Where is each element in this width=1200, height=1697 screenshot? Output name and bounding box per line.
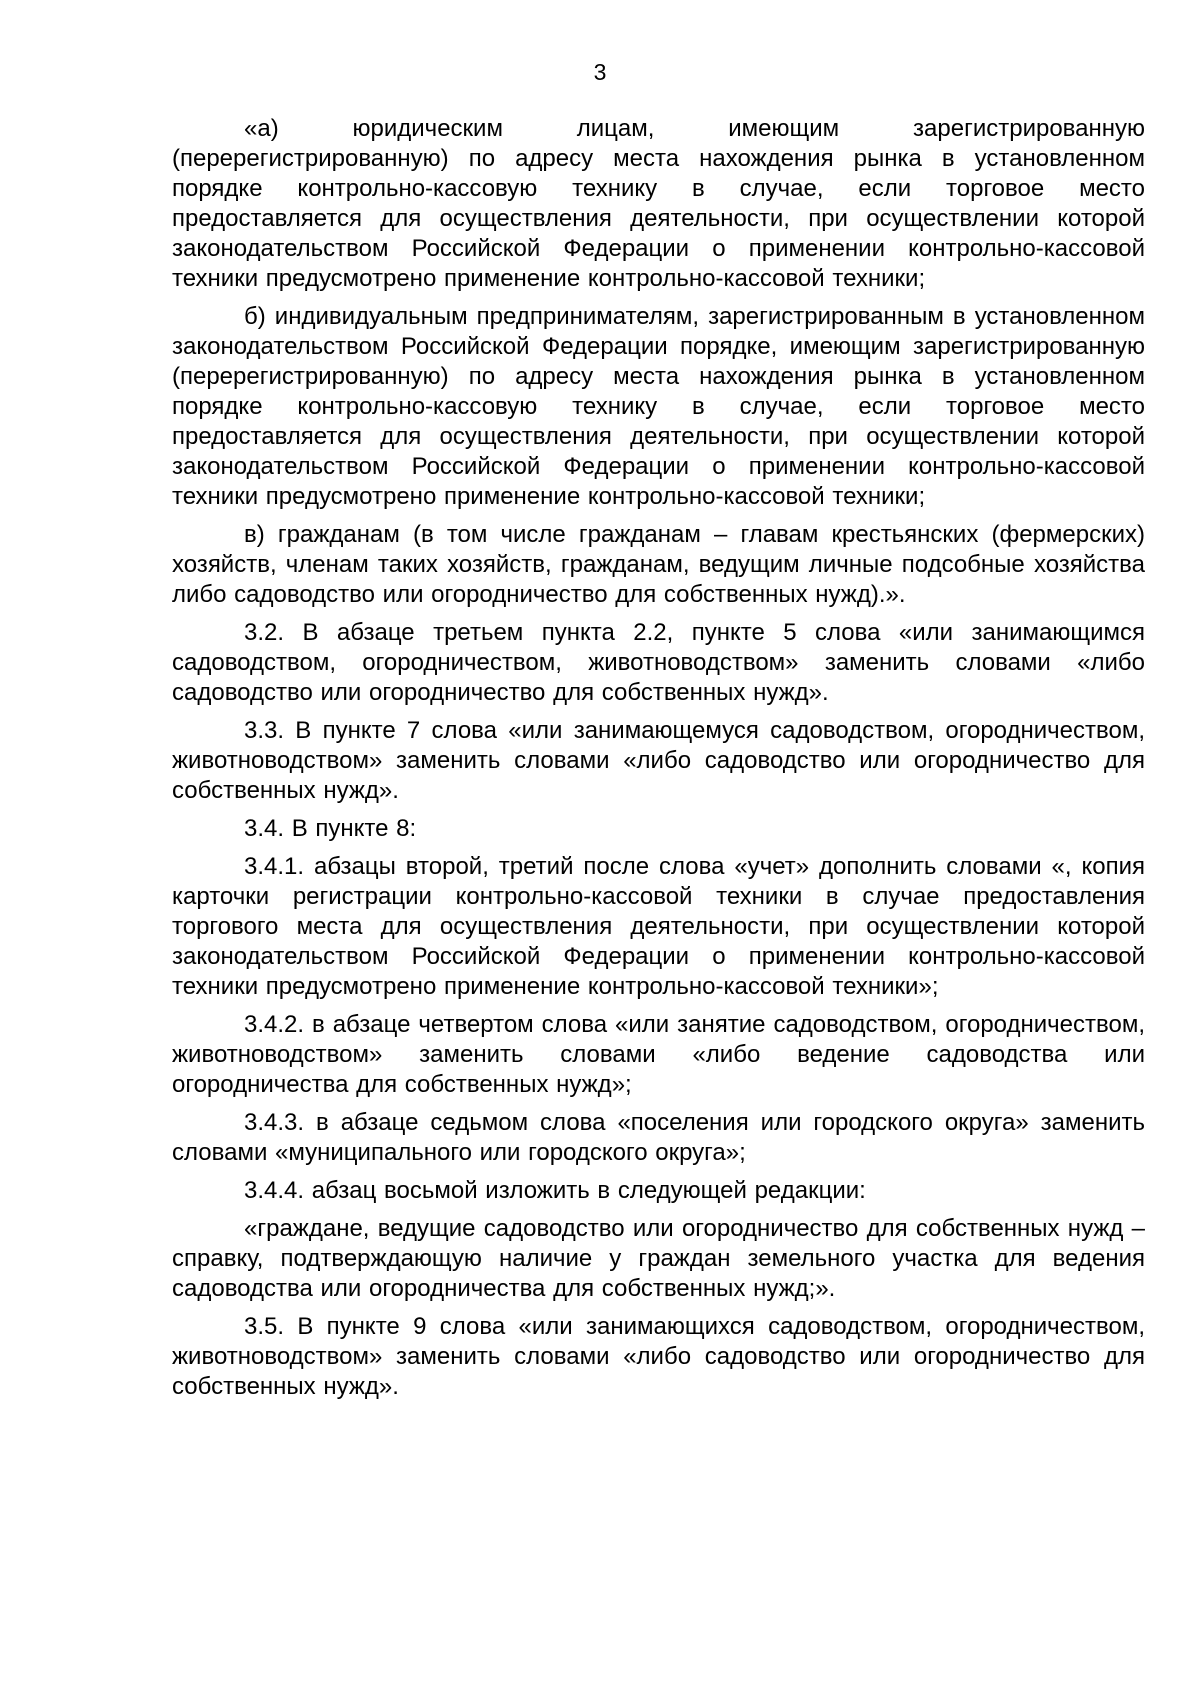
paragraph-3-4-2: 3.4.2. в абзаце четвертом слова «или занятие садоводством, огородничеством, животноводством» заменить словами «либо ведение садоводства или огородничества для собственных нужд»; <box>172 1011 1145 1098</box>
paragraph-3-5: 3.5. В пункте 9 слова «или занимающихся садоводством, огородничеством, животноводством» заменить словами «либо садоводство или огородничество для собственных нужд». <box>172 1313 1145 1400</box>
page-number: 3 <box>593 59 607 85</box>
document-body <box>172 114 1145 1410</box>
paragraph-b-entrepreneurs: б) индивидуальным предпринимателям, зарегистрированным в установленном законодательством Российской Федерации порядке, имеющим зарегистрированную (перерегистрированную) по адресу места нахождения рынка в установленном порядке контрольно-кассовую технику в случае, если торговое место предоставляется для осуществления деятельности, при осуществлении которой законодательством Российской Федерации о применении контрольно-кассовой техники предусмотрено применение контрольно-кассовой техники; <box>172 303 1145 510</box>
paragraph-3-3: 3.3. В пункте 7 слова «или занимающемуся садоводством, огородничеством, животноводством» заменить словами «либо садоводство или огородничество для собственных нужд». <box>172 717 1145 804</box>
paragraph-3-4-3: 3.4.3. в абзаце седьмом слова «поселения или городского округа» заменить словами «муниципального или городского округа»; <box>172 1109 1145 1166</box>
paragraph-v-citizens: в) гражданам (в том числе гражданам – главам крестьянских (фермерских) хозяйств, членам таких хозяйств, гражданам, ведущим личные подсобные хозяйства либо садоводство или огородничество для собственных нужд).». <box>172 521 1145 608</box>
paragraph-3-4-1: 3.4.1. абзацы второй, третий после слова «учет» дополнить словами «, копия карточки регистрации контрольно-кассовой техники в случае предоставления торгового места для осуществления деятельности, при осуществлении которой законодательством Российской Федерации о применении контрольно-кассовой техники предусмотрено применение контрольно-кассовой техники»; <box>172 853 1145 1000</box>
paragraph-quote-citizens: «граждане, ведущие садоводство или огородничество для собственных нужд – справку, подтверждающую наличие у граждан земельного участка для ведения садоводства или огородничества для собственных нужд;». <box>172 1215 1145 1302</box>
paragraph-a-legal-entities: «а) юридическим лицам, имеющим зарегистрированную (перерегистрированную) по адресу места нахождения рынка в установленном порядке контрольно-кассовую технику в случае, если торговое место предоставляется для осуществления деятельности, при осуществлении которой законодательством Российской Федерации о применении контрольно-кассовой техники предусмотрено применение контрольно-кассовой техники; <box>172 115 1145 292</box>
paragraph-3-2: 3.2. В абзаце третьем пункта 2.2, пункте 5 слова «или занимающимся садоводством, огородничеством, животноводством» заменить словами «либо садоводство или огородничество для собственных нужд». <box>172 619 1145 706</box>
paragraph-3-4: 3.4. В пункте 8: <box>244 815 417 842</box>
paragraph-3-4-4: 3.4.4. абзац восьмой изложить в следующей редакции: <box>244 1177 866 1204</box>
